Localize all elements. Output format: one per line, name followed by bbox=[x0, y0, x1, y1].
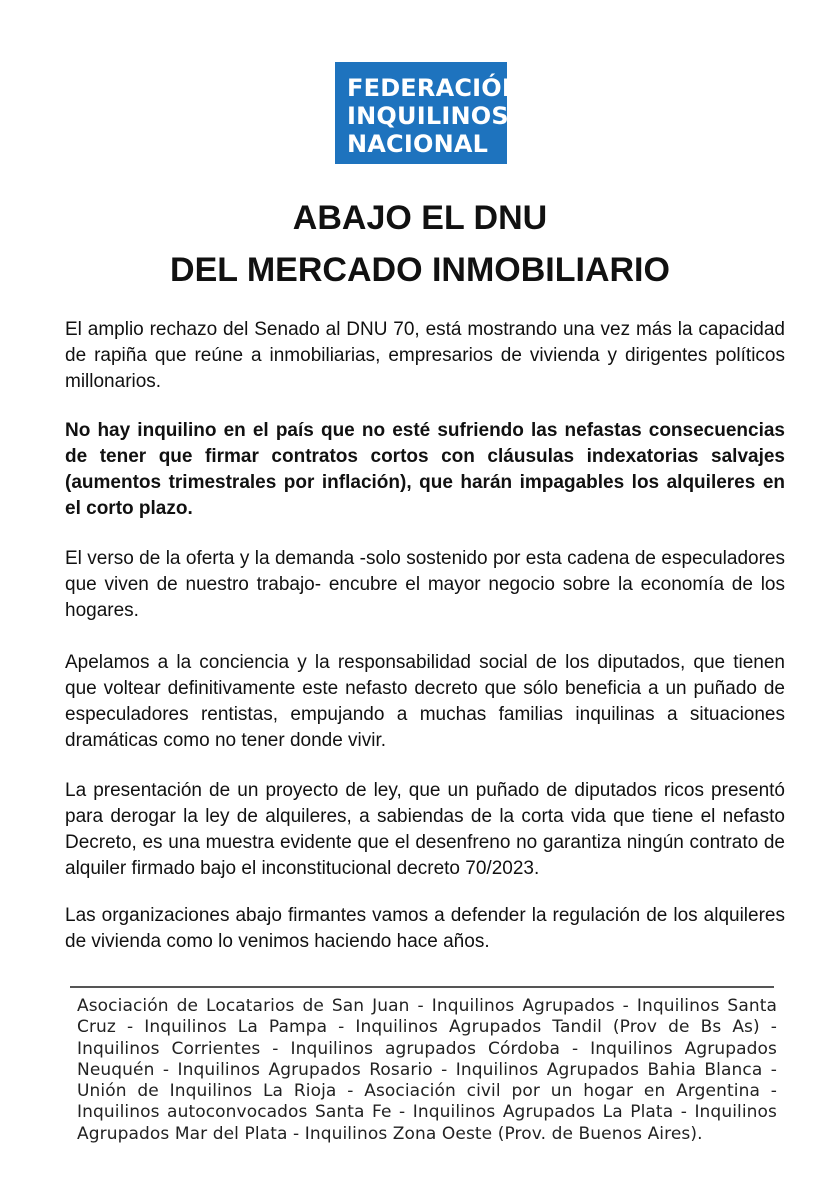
paragraph-supply-demand: El verso de la oferta y la demanda -solo sostenido por esta cadena de especuladores que viven de nuestro trabajo- encubre el mayor negocio sobre la economía de los hogares. bbox=[65, 548, 785, 621]
signing-organizations: Asociación de Locatarios de San Juan - Inquilinos Agrupados - Inquilinos Santa Cruz - Inquilinos La Pampa - Inquilinos Agrupados Tandil (Prov de Bs As) - Inquilinos Corrientes - Inquilinos agrupados Córdoba - Inquilinos Agrupados Neuquén - Inquilinos Agrupados Rosario - Inquilinos Agrupados Bahia Blanca - Unión de Inquilinos La Rioja - Asociación civil por un hogar en Argentina - Inquilinos autoconvocados Santa Fe - Inquilinos Agrupados La Plata - Inquilinos Agrupados Mar del Plata - Inquilinos Zona Oeste (Prov. de Buenos Aires). bbox=[77, 996, 777, 1144]
federation-logo bbox=[335, 62, 523, 164]
paragraph-senate-rejection: El amplio rechazo del Senado al DNU 70, está mostrando una vez más la capacidad de rapiña que reúne a inmobiliarias, empresarios de vivienda y dirigentes políticos millonarios. bbox=[65, 319, 785, 392]
logo-line-1: FEDERACIÓN bbox=[347, 74, 523, 102]
paragraph-appeal-deputies: Apelamos a la conciencia y la responsabilidad social de los diputados, que tienen que voltear definitivamente este nefasto decreto que sólo beneficia a un puñado de especuladores rentistas, empujando a muchas familias inquilinas a situaciones dramáticas como no tener donde vivir. bbox=[65, 652, 785, 751]
signature-divider bbox=[70, 986, 774, 988]
paragraph-bill-presentation: La presentación de un proyecto de ley, que un puñado de diputados ricos presentó para derogar la ley de alquileres, a sabiendas de la corta vida que tiene el nefasto Decreto, es una muestra evidente que el desenfreno no garantiza ningún contrato de alquiler firmado bajo el inconstitucional decreto 70/2023. bbox=[65, 780, 785, 879]
logo-line-3: NACIONAL bbox=[347, 130, 489, 158]
logo-line-2: INQUILINOS bbox=[347, 102, 509, 130]
document-title-line-2: DEL MERCADO INMOBILIARIO bbox=[170, 251, 670, 289]
document-title-line-1: ABAJO EL DNU bbox=[292, 199, 548, 237]
paragraph-tenant-consequences: No hay inquilino en el país que no esté sufriendo las nefastas consecuencias de tener que firmar contratos cortos con cláusulas indexatorias salvajes (aumentos trimestrales por inflación), que harán impagables los alquileres en el corto plazo. bbox=[65, 420, 785, 519]
paragraph-organizations-defend: Las organizaciones abajo firmantes vamos a defender la regulación de los alquileres de vivienda como lo venimos haciendo hace años. bbox=[65, 905, 785, 952]
